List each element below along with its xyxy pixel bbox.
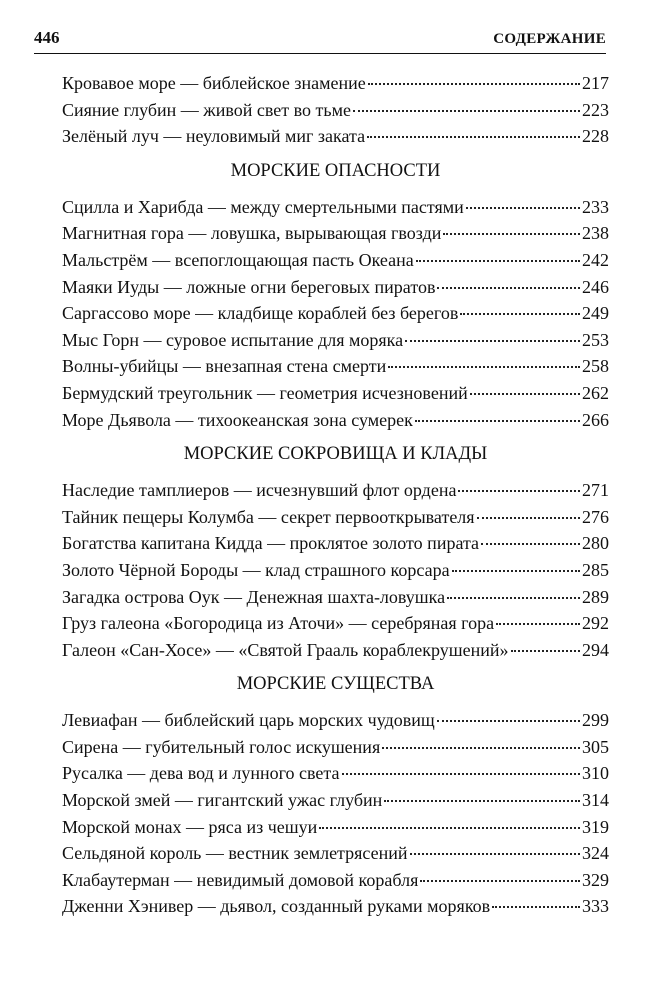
- dot-leader: [470, 392, 580, 395]
- entry-title: Загадка острова Оук — Денежная шахта-ловушка: [62, 586, 446, 607]
- toc-entry: [62, 220, 609, 247]
- toc-entry: [62, 407, 609, 434]
- entry-title: Наследие тамплиеров — исчезнувший флот ордена: [62, 480, 457, 501]
- dot-leader: [437, 286, 580, 289]
- entry-title: Галеон «Сан-Хосе» — «Святой Грааль кораблекрушений»: [62, 639, 509, 660]
- dot-leader: [410, 852, 580, 855]
- entry-title: Бермудский треугольник — геометрия исчезновений: [62, 382, 468, 403]
- dot-leader: [460, 312, 580, 315]
- entry-title: Морской монах — ряса из чешуи: [62, 816, 318, 837]
- dot-leader: [382, 746, 580, 749]
- toc-entry: [62, 893, 609, 920]
- entry-page-number: 217: [582, 73, 609, 93]
- entry-title: Сельдяной король — вестник землетрясений: [62, 843, 408, 864]
- toc-entry: [62, 327, 609, 354]
- entry-page-number: 329: [582, 869, 609, 890]
- toc-entry: [62, 530, 609, 557]
- toc-entry: [62, 814, 609, 841]
- toc-entry: [62, 504, 609, 531]
- toc-section: [62, 667, 609, 920]
- page-number: 446: [34, 28, 60, 47]
- toc-entry: [62, 707, 609, 734]
- dot-leader: [447, 596, 580, 599]
- entry-page-number: 292: [582, 613, 609, 634]
- entry-title: Мальстрём — всепоглощающая пасть Океана: [62, 249, 414, 270]
- entry-page-number: 246: [582, 276, 609, 297]
- dot-leader: [452, 569, 580, 572]
- dot-leader: [443, 232, 580, 235]
- entry-title: Сияние глубин — живой свет во тьме: [62, 99, 351, 120]
- entry-title: Саргассово море — кладбище кораблей без берегов: [62, 303, 459, 324]
- dot-leader: [420, 879, 580, 882]
- toc-entry: [62, 734, 609, 761]
- toc-entry: [62, 867, 609, 894]
- entry-page-number: 333: [582, 896, 609, 917]
- toc-entry: [62, 760, 609, 787]
- dot-leader: [388, 365, 580, 368]
- toc-entry: [62, 610, 609, 637]
- dot-leader: [511, 649, 580, 652]
- entry-page-number: 305: [582, 736, 609, 757]
- dot-leader: [319, 826, 580, 829]
- dot-leader: [437, 719, 580, 722]
- entry-page-number: 319: [582, 816, 609, 837]
- entry-page-number: 276: [582, 506, 609, 527]
- section-heading: МОРСКИЕ СУЩЕСТВА: [236, 674, 435, 695]
- dot-leader: [368, 82, 580, 85]
- table-of-contents: [62, 70, 609, 920]
- entry-page-number: 324: [582, 843, 609, 864]
- toc-entry: [62, 353, 609, 380]
- dot-leader: [466, 206, 580, 209]
- entry-page-number: 258: [582, 356, 609, 377]
- toc-section: [62, 437, 609, 663]
- entry-page-number: 233: [582, 196, 609, 217]
- page-header: [34, 24, 606, 54]
- dot-leader: [492, 905, 580, 908]
- toc-section: [62, 154, 609, 433]
- entry-page-number: 242: [582, 249, 609, 270]
- entry-page-number: 289: [582, 586, 609, 607]
- dot-leader: [477, 516, 580, 519]
- toc-entry: [62, 557, 609, 584]
- entry-page-number: 280: [582, 533, 609, 554]
- dot-leader: [384, 799, 580, 802]
- entry-page-number: 249: [582, 303, 609, 324]
- toc-entry: [62, 637, 609, 664]
- entry-page-number: 310: [582, 763, 609, 784]
- dot-leader: [367, 135, 580, 138]
- entry-page-number: 271: [582, 480, 609, 501]
- toc-entry: [62, 123, 609, 150]
- toc-section: [62, 70, 609, 150]
- entry-page-number: 266: [582, 409, 609, 430]
- entry-title: Морской змей — гигантский ужас глубин: [62, 790, 383, 811]
- entry-title: Груз галеона «Богородица из Аточи» — серебряная гора: [62, 613, 495, 634]
- toc-entry: [62, 477, 609, 504]
- entry-title: Море Дьявола — тихоокеанская зона сумерек: [62, 409, 413, 430]
- dot-leader: [496, 622, 580, 625]
- entry-page-number: 262: [582, 382, 609, 403]
- dot-leader: [353, 109, 580, 112]
- entry-page-number: 294: [582, 639, 609, 660]
- entry-title: Магнитная гора — ловушка, вырывающая гвозди: [62, 223, 442, 244]
- entry-page-number: 285: [582, 559, 609, 580]
- entry-title: Клабаутерман — невидимый домовой корабля: [62, 869, 419, 890]
- entry-title: Мыс Горн — суровое испытание для моряка: [62, 329, 404, 350]
- dot-leader: [415, 419, 580, 422]
- toc-entry: [62, 274, 609, 301]
- section-heading: МОРСКИЕ СОКРОВИЩА И КЛАДЫ: [183, 444, 488, 465]
- toc-entry: [62, 70, 609, 97]
- entry-page-number: 253: [582, 329, 609, 350]
- entry-title: Тайник пещеры Колумба — секрет первооткрывателя: [62, 506, 475, 527]
- entry-title: Богатства капитана Кидда — проклятое золото пирата: [62, 533, 480, 554]
- toc-entry: [62, 97, 609, 124]
- entry-title: Сирена — губительный голос искушения: [62, 736, 381, 757]
- toc-entry: [62, 300, 609, 327]
- toc-entry: [62, 380, 609, 407]
- entry-page-number: 223: [582, 99, 609, 120]
- section-heading: МОРСКИЕ ОПАСНОСТИ: [230, 160, 441, 181]
- entry-title: Маяки Иуды — ложные огни береговых пиратов: [62, 276, 436, 297]
- toc-entry: [62, 584, 609, 611]
- dot-leader: [481, 542, 580, 545]
- entry-title: Сцилла и Харибда — между смертельными пастями: [62, 196, 464, 217]
- entry-title: Волны-убийцы — внезапная стена смерти: [62, 356, 387, 377]
- entry-title: Левиафан — библейский царь морских чудовищ: [62, 710, 435, 731]
- entry-title: Русалка — дева вод и лунного света: [62, 763, 340, 784]
- entry-title: Зелёный луч — неуловимый миг заката: [62, 126, 366, 147]
- entry-title: Золото Чёрной Бороды — клад страшного корсара: [62, 559, 450, 580]
- dot-leader: [416, 259, 580, 262]
- toc-entry: [62, 840, 609, 867]
- toc-entry: [62, 787, 609, 814]
- entry-page-number: 314: [582, 790, 609, 811]
- running-title: СОДЕРЖАНИЕ: [493, 31, 606, 47]
- dot-leader: [458, 489, 580, 492]
- dot-leader: [342, 772, 581, 775]
- toc-entry: [62, 194, 609, 221]
- entry-title: Дженни Хэнивер — дьявол, созданный руками моряков: [62, 896, 491, 917]
- entry-page-number: 299: [582, 710, 609, 731]
- entry-page-number: 238: [582, 223, 609, 244]
- dot-leader: [405, 339, 580, 342]
- entry-page-number: 228: [582, 126, 609, 147]
- entry-title: Кровавое море — библейское знамение: [62, 73, 366, 93]
- toc-entry: [62, 247, 609, 274]
